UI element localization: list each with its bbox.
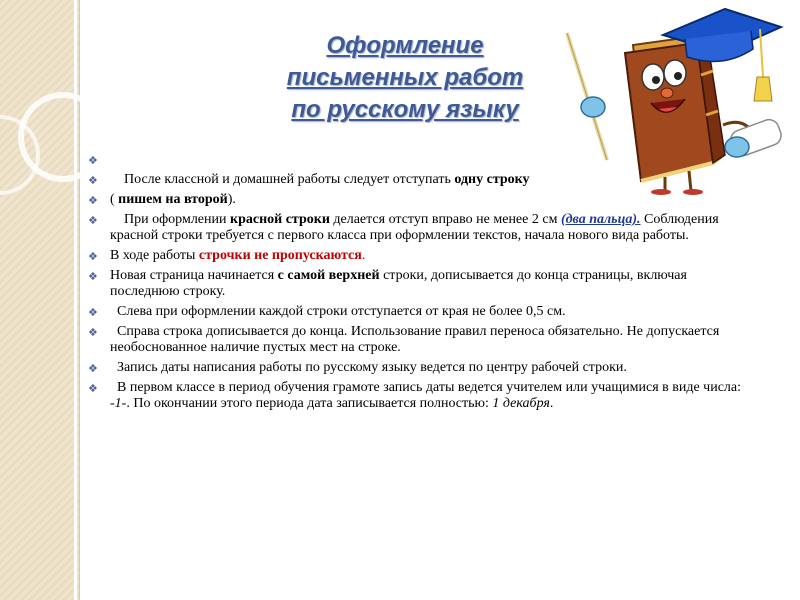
emphasis: одну строку [454,172,530,187]
list-item [88,268,748,300]
list-item [88,304,748,320]
diamond-bullet-icon: ❖ [88,362,98,375]
text: строки, дописывается до конца страницы, включая последнюю строку. [110,268,687,299]
decorative-side-strip [0,0,80,600]
list-item [88,152,748,168]
list-item [88,380,748,412]
title-line: письменных работ [286,64,524,91]
diamond-bullet-icon: ❖ [88,306,98,319]
title-line: Оформление [326,32,484,59]
emphasis: с самой верхней [277,268,380,283]
emphasis: пишем на второй [118,192,228,207]
list-item [88,212,748,244]
rules-list [88,152,748,416]
diamond-bullet-icon: ❖ [88,270,98,283]
text: . [549,396,554,411]
diamond-bullet-icon: ❖ [88,382,98,395]
diamond-bullet-icon: ❖ [88,326,98,339]
text: В ходе работы [110,248,199,263]
emphasis: красной строки [230,212,330,227]
text: В первом классе в период обучения грамоте запись даты ведется учителем или учащимися в виде числа: [117,380,742,395]
list-item [88,172,748,188]
diamond-bullet-icon: ❖ [88,194,98,207]
emphasis: строчки не пропускаются [198,248,362,263]
text: делается отступ вправо не менее 2 см [329,212,561,227]
side-divider [74,0,77,600]
text: Запись даты написания работы по русскому языку ведется по центру рабочей строки. [117,360,627,375]
diamond-bullet-icon: ❖ [88,154,98,167]
text: При оформлении [124,212,230,227]
diamond-bullet-icon: ❖ [88,174,98,187]
side-divider-thin [79,0,80,600]
emphasis: (два пальца). [560,212,641,227]
text: ( [110,192,119,207]
emphasis: -1- [110,396,127,411]
list-item [88,324,748,356]
diamond-bullet-icon: ❖ [88,250,98,263]
title-line: по русскому языку [291,96,519,123]
text: . По окончании этого периода дата записывается полностью: [126,396,493,411]
emphasis: 1 декабря [492,396,550,411]
text: Слева при оформлении каждой строки отступается от края не более 0,5 см. [117,304,566,319]
diamond-bullet-icon: ❖ [88,214,98,227]
list-item [88,248,748,264]
text: Справа строка дописывается до конца. Использование правил переноса обязательно. Не допускается необоснованное наличие пустых мест на строке. [110,324,720,355]
text: Новая страница начинается [110,268,278,283]
text: ). [227,192,236,207]
text: . [361,248,366,263]
text: После классной и домашней работы следует отступать [124,172,455,187]
text: Соблюдения красной строки требуется с первого класса при оформлении текстов, начала нового вида работы. [110,212,719,243]
slide-title [240,30,570,126]
list-item [88,360,748,376]
list-item [88,192,748,208]
